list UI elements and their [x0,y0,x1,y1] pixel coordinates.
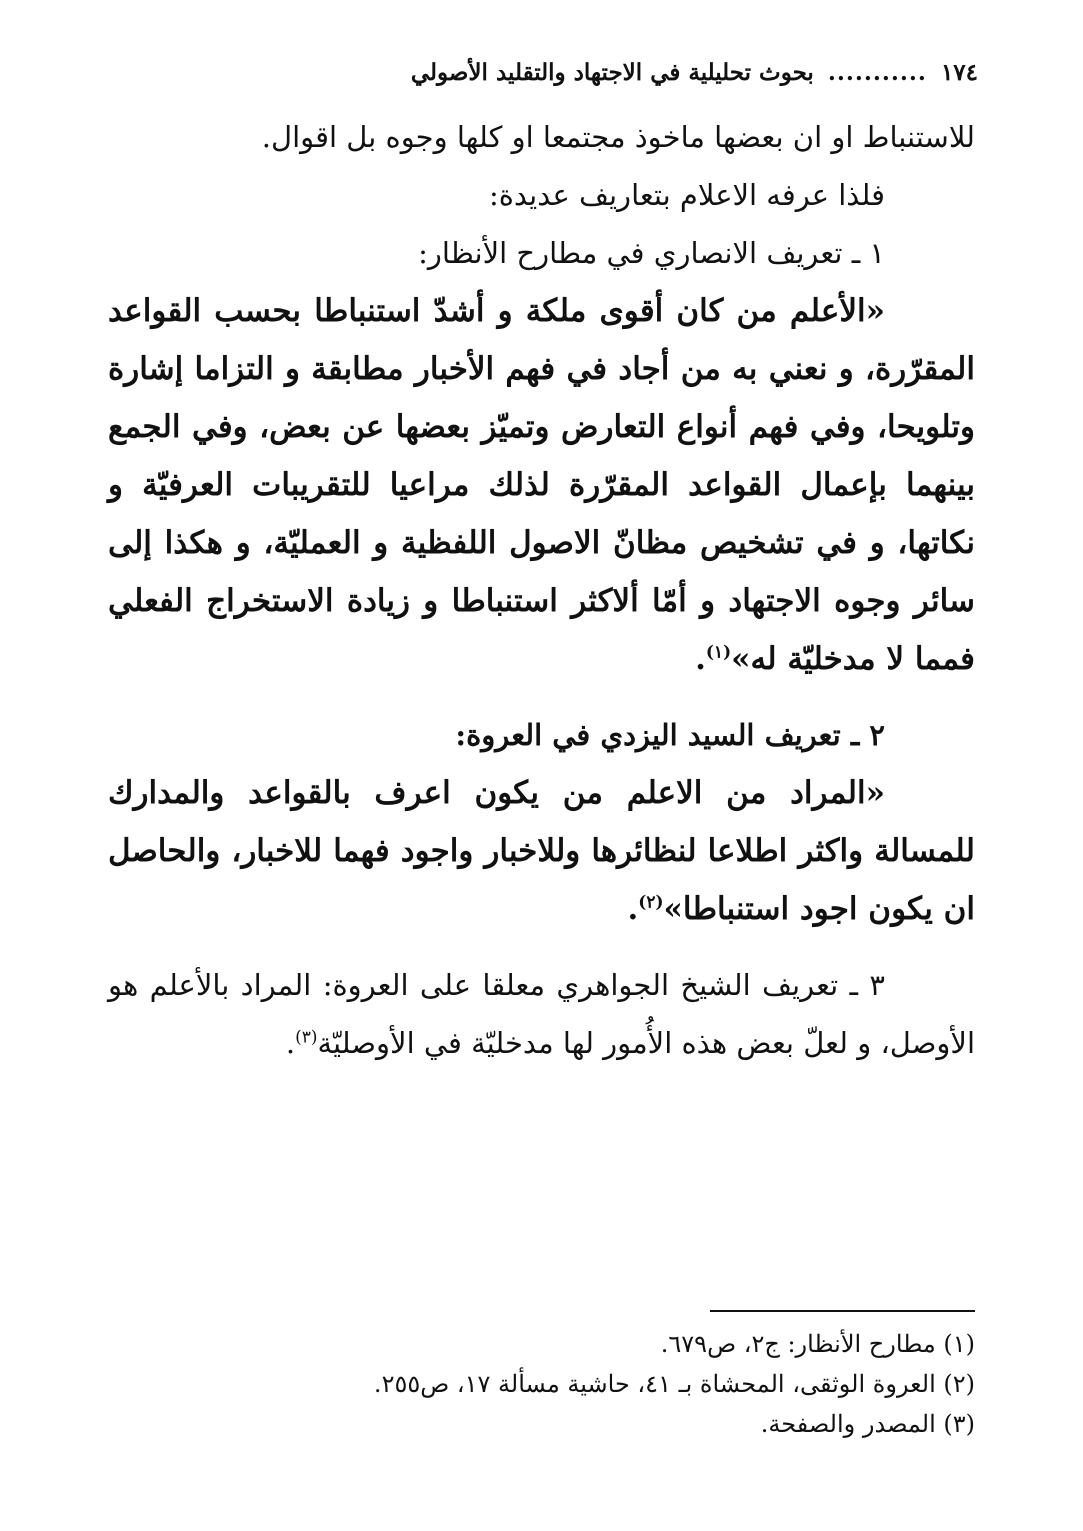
definition-heading-2: ٢ ـ تعريف السيد اليزدي في العروة: [455,718,885,752]
quote-ansari-text: «الأعلم من كان أقوى ملكة و أشدّ استنباطا بحسب القواعد المقرّرة، و نعني به من أجاد في فهم الأخبار مطابقة و التزاما إشارة وتلويحا، وفي فهم أنواع التعارض وتميّز بعضها عن بعض، وفي الجمع بينهما بإعمال القواعد المقرّرة لذلك مراعيا للتقريبات العرفيّة و نكاتها، و في تشخيص مظانّ الاصول اللفظية و العمليّة، و هكذا إلى سائر وجوه الاجتهاد و أمّا ألاكثر استنباطا و زيادة الاستخراج الفعلي فمما لا مدخليّة له» [108,293,975,677]
quote-yazdi [108,764,975,938]
page-header [110,52,978,92]
quote-yazdi-end: . [627,891,639,927]
footnote-2: (٢) العروة الوثقى، المحشاة بـ ٤١، حاشية مسألة ١٧، ص٢٥٥. [373,1370,975,1398]
definition-heading-1: ١ ـ تعريف الانصاري في مطارح الأنظار: [418,236,885,270]
quote-yazdi-text: «المراد من الاعلم من يكون اعرف بالقواعد والمدارك للمسالة واكثر اطلاعا لنظائرها وللاخبار واجود فهما للاخبار، والحاصل ان يكون اجود استنباطا» [108,775,975,927]
running-title: بحوث تحليلية في الاجتهاد والتقليد الأصولي [410,58,814,86]
paragraph-intro: فلذا عرفه الاعلام بتعاريف عديدة: [488,178,885,212]
page-number: ١٧٤ [940,58,978,86]
footnote-divider [710,1310,975,1312]
definition-jawahiri [108,956,975,1072]
footnote-ref-2[interactable]: (٢) [638,892,664,913]
quote-ansari-end: . [695,641,706,677]
header-dots: ........... [827,58,927,86]
page-body [108,108,975,1072]
paragraph-continuation: للاستنباط او ان بعضها ماخوذ مجتمعا او كلها وجوه بل اقوال. [261,120,975,154]
footnote-ref-1[interactable]: (١) [705,642,732,663]
footnotes [108,1324,975,1444]
footnote-ref-3[interactable]: (٣) [295,1027,318,1048]
footnote-3: (٣) المصدر والصفحة. [760,1410,975,1438]
definition-jawahiri-end: . [285,1026,296,1060]
footnote-1: (١) مطارح الأنظار: ج٢، ص٦٧٩. [660,1330,975,1358]
definition-jawahiri-text: ٣ ـ تعريف الشيخ الجواهري معلقا على العروة: المراد بالأعلم هو الأوصل، و لعلّ بعض هذه الأُمور لها مدخليّة في الأوصليّة [108,968,975,1060]
quote-ansari [108,282,975,688]
